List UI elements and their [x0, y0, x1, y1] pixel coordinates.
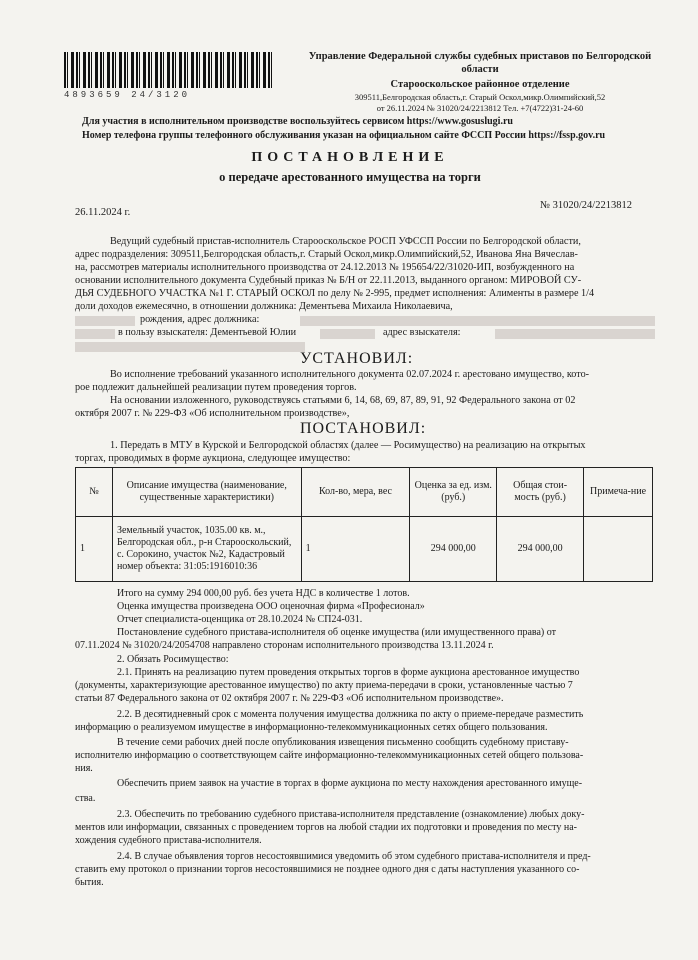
after-line-2: Оценка имущества произведена ООО оценочная фирма «Професионал»: [117, 601, 425, 612]
after-line-7: 2.1. Принять на реализацию путем проведения открытых торгов в форме аукциона арестованное имущество: [117, 667, 580, 678]
after-line-15: Обеспечить прием заявок на участие в торгах в форме аукциона по месту нахождения арестованного имуще-: [117, 778, 583, 789]
item1-line-1: 1. Передать в МТУ в Курской и Белгородской областях (далее — Росимущество) на реализацию на открытых: [110, 440, 586, 451]
ust-line-3: На основании изложенного, руководствуясь статьями 6, 14, 68, 69, 87, 89, 91, 92 Федерального закона от 02: [110, 395, 576, 406]
after-line-22: бытия.: [75, 877, 104, 888]
after-line-16: ства.: [75, 793, 96, 804]
after-line-19: хождения судебного пристава-исполнителя.: [75, 835, 262, 846]
item1-line-2: торгах, проводимых в форме аукциона, следующее имущество:: [75, 453, 351, 464]
table-header-cell: Описание имущества (наименование, существенные характеристики): [112, 468, 301, 517]
table-header-cell: Примеча-ние: [584, 468, 653, 517]
table-header-cell: Оценка за ед. изм. (руб.): [410, 468, 497, 517]
table-header-row: [76, 468, 653, 517]
table-cell-price: 294 000,00: [410, 517, 497, 582]
intro-line-6: доли доходов ежемесячно, в отношении должника: Дементьева Михаила Николаевича,: [75, 301, 453, 312]
redaction: [320, 329, 375, 339]
table-cell-note: [584, 517, 653, 582]
redaction: [75, 329, 115, 339]
ustanovil-heading: УСТАНОВИЛ:: [300, 350, 414, 367]
intro-line-3: на, рассмотрев материалы исполнительного производства от 24.12.2013 № 195654/22/31020-ИП, возбужденного на: [75, 262, 575, 273]
after-line-11: информацию о реализуемом имуществе в информационно-телекоммуникационных сетях общего пользования.: [75, 722, 548, 733]
doc-title: ПОСТАНОВЛЕНИЕ: [251, 150, 449, 165]
barcode: [64, 52, 274, 88]
barcode-number: 4893659 24/3120: [64, 90, 191, 100]
after-line-18: ментов или информации, связанных с проведением торгов на любой стадии их подготовки и проведения по месту на-: [75, 822, 577, 833]
after-line-12: В течение семи рабочих дней после опубликования извещения письменно сообщить судебному приставу-: [117, 737, 569, 748]
after-line-3: Отчет специалиста-оценщика от 28.10.2024 № СП24-031.: [117, 614, 363, 625]
redaction: [300, 316, 655, 326]
after-line-4: Постановление судебного пристава-исполнителя об оценке имущества (или имущественного права) от: [117, 627, 557, 638]
ust-line-4: октября 2007 г. № 229-ФЗ «Об исполнительном производстве»,: [75, 408, 350, 419]
redaction: [75, 342, 305, 352]
after-line-10: 2.2. В десятидневный срок с момента получения имущества должника по акту о приеме-передаче разместить: [117, 709, 584, 720]
table-cell-num: 1: [76, 517, 113, 582]
redaction: [495, 329, 655, 339]
intro-line-5: ДЬЯ СУДЕБНОГО УЧАСТКА №1 Г. СТАРЫЙ ОСКОЛ по делу № 2-995, предмет исполнения: Алименты в размере 1/4: [75, 288, 595, 299]
ust-line-1: Во исполнение требований указанного исполнительного документа 02.07.2024 г. арестовано имущество, кото-: [110, 369, 590, 380]
table-cell-total: 294 000,00: [497, 517, 584, 582]
after-line-17: 2.3. Обеспечить по требованию судебного пристава-исполнителя представление (ознакомление) любых доку-: [117, 809, 585, 820]
doc-date: 26.11.2024 г.: [75, 207, 131, 218]
after-line-20: 2.4. В случае объявления торгов несостоявшимися уведомить об этом судебного пристава-исполнителя и пред-: [117, 851, 591, 862]
property-table: [75, 467, 653, 582]
gosuslugi-note: Для участия в исполнительном производстве воспользуйтесь сервисом https://www.gosuslugi.ru: [82, 116, 513, 127]
doc-subtitle: о передаче арестованного имущества на торги: [219, 170, 481, 184]
after-line-5: 07.11.2024 № 31020/24/2054708 направлено сторонам исполнительного производства 13.11.2024 г.: [75, 640, 494, 651]
doc-number: № 31020/24/2213812: [540, 200, 632, 211]
intro-line-8: в пользу взыскателя: Дементьевой Юлии: [118, 327, 297, 338]
table-header-cell: №: [76, 468, 113, 517]
after-line-13: исполнителю информацию о соответствующем сайте информационно-телекоммуникационных сетей общего пользова-: [75, 750, 584, 761]
phone-note: Номер телефона группы телефонного обслуживания указан на официальном сайте ФССП России https://fssp.gov.ru: [82, 130, 606, 141]
intro-line-2: адрес подразделения: 309511,Белгородская область,г. Старый Оскол,микр.Олимпийский,52, Иванова Яна Вячеслав-: [75, 249, 578, 260]
intro-line-9: адрес взыскателя:: [383, 327, 461, 338]
after-line-21: ставить ему протокол о признании торгов несостоявшимися не позднее одного дня с даты наступления указанного со-: [75, 864, 580, 875]
header-ref: от 26.11.2024 № 31020/24/2213812 Тел. +7(4722)31-24-60: [376, 103, 584, 113]
table-header-cell: Кол-во, мера, вес: [301, 468, 410, 517]
ust-line-2: рое подлежит дальнейшей реализации путем проведения торгов.: [75, 382, 357, 393]
after-line-14: ния.: [75, 763, 93, 774]
after-line-6: 2. Обязать Росимущество:: [117, 654, 229, 665]
redaction: [75, 316, 135, 326]
header-block: [300, 50, 660, 113]
after-line-8: (документы, характеризующие арестованное имущество) по акту приема-передачи в сроки, установленные частью 7: [75, 680, 573, 691]
header-address: 309511,Белгородская область,г. Старый Оскол,микр.Олимпийский,52: [354, 92, 606, 102]
table-cell-desc: Земельный участок, 1035.00 кв. м., Белгородская обл., р-н Старооскольский, с. Сорокино, участок №2, Кадастровый номер объекта: 31:05:1916010:36: [112, 517, 301, 582]
after-line-1: Итого на сумму 294 000,00 руб. без учета НДС в количестве 1 лотов.: [117, 588, 410, 599]
header-org: Управление Федеральной службы судебных приставов по Белгородской области: [308, 51, 652, 75]
intro-line-4: основании исполнительного документа Судебный приказ № Б/Н от 22.11.2013, выданного органом: МИРОВОЙ СУ-: [75, 275, 582, 286]
table-cell-qty: 1: [301, 517, 410, 582]
after-line-9: статьи 87 Федерального закона от 02 октября 2007 г. № 229-ФЗ «Об исполнительном производстве».: [75, 693, 504, 704]
header-dept: Старооскольское районное отделение: [390, 79, 570, 90]
intro-line-7: рождения, адрес должника:: [140, 314, 260, 325]
table-header-cell: Общая стои-мость (руб.): [497, 468, 584, 517]
postanovil-heading: ПОСТАНОВИЛ:: [300, 420, 427, 437]
table-row: [76, 517, 653, 582]
intro-line-1: Ведущий судебный пристав-исполнитель Старооскольское РОСП УФССП России по Белгородской области,: [110, 236, 581, 247]
